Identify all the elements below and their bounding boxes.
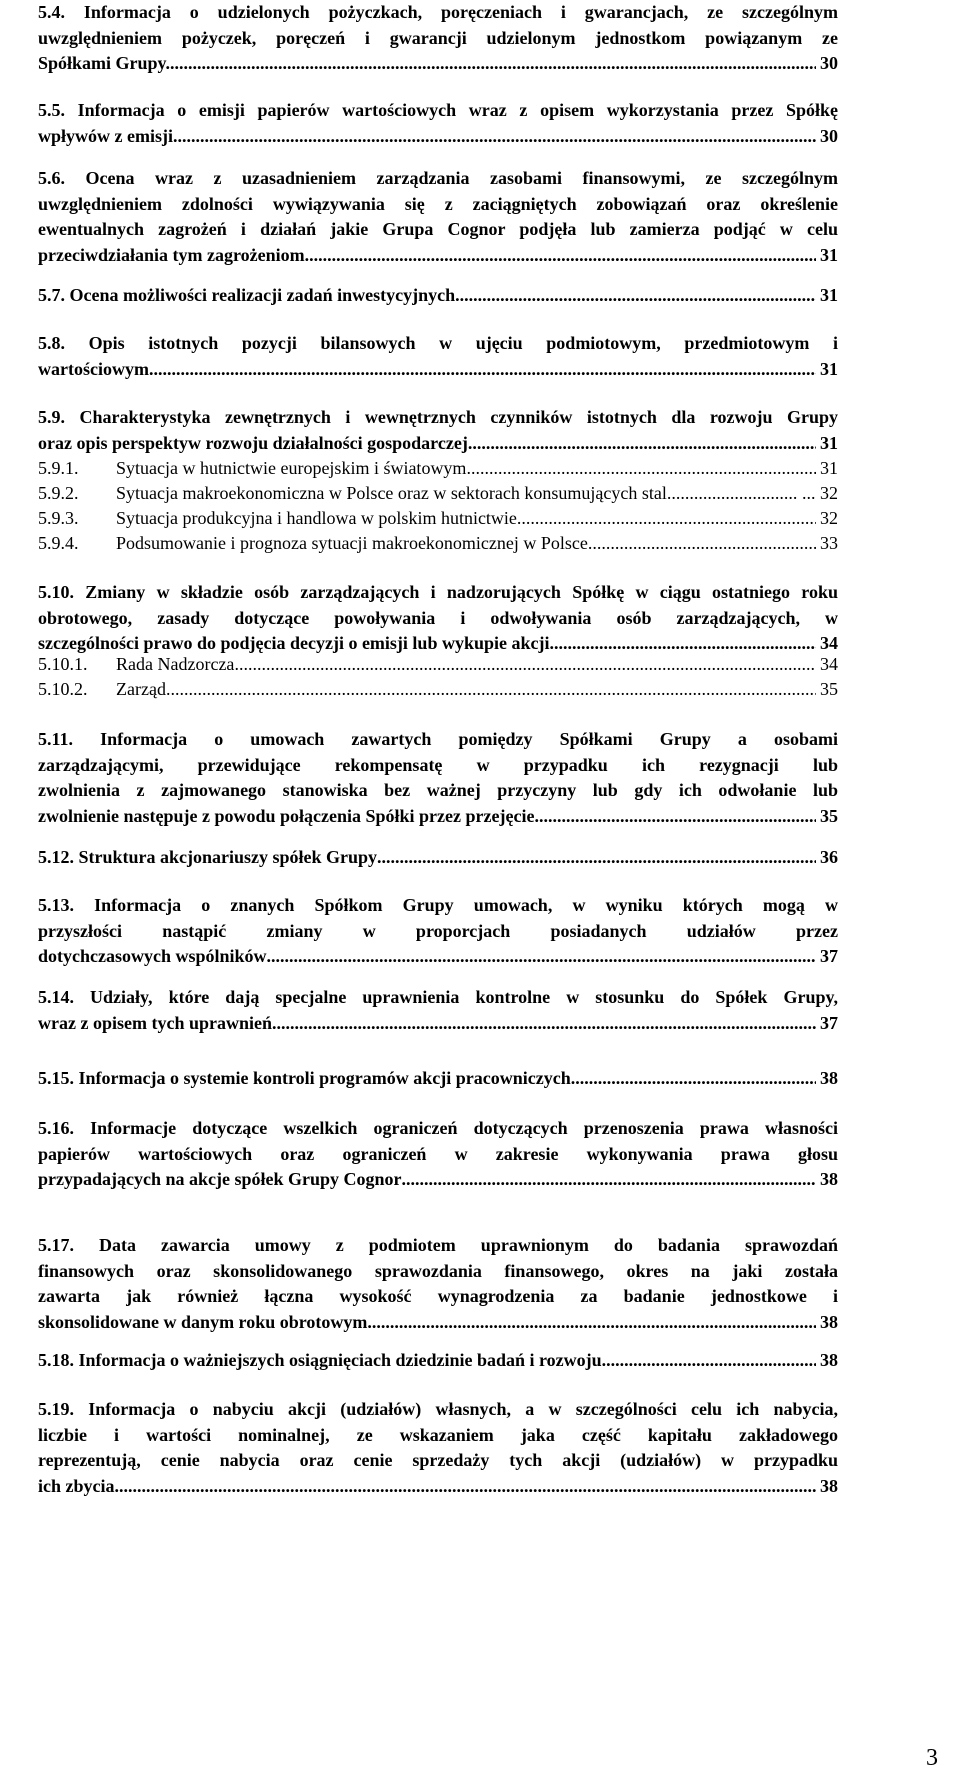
- toc-subentry-number: 5.9.2.: [38, 483, 79, 503]
- toc-entry-line: Spółkami Grupy.: [38, 53, 171, 73]
- toc-entry-line: 5.17. Data zawarcia umowy z podmiotem uprawnionym do badania sprawozdań: [38, 1235, 838, 1255]
- toc-page-number: 38: [820, 1169, 838, 1189]
- dot-leader: [173, 124, 816, 150]
- toc-entry[interactable]: [38, 845, 838, 871]
- toc-entry[interactable]: [38, 580, 838, 657]
- toc-page-number: 34: [820, 633, 838, 653]
- dot-leader: [466, 456, 816, 482]
- toc-entry-line: 5.9. Charakterystyka zewnętrznych i wewnętrznych czynników istotnych dla rozwoju Grupy: [38, 407, 838, 427]
- toc-subentry-title: Rada Nadzorcza: [116, 654, 235, 674]
- toc-page-number: 36: [820, 847, 838, 867]
- toc-entry-line: ich zbycia.: [38, 1475, 119, 1496]
- toc-entry-line: 5.7. Ocena możliwości realizacji zadań inwestycyjnych: [38, 285, 456, 305]
- toc-entry[interactable]: [38, 985, 838, 1036]
- toc-entry-line: 5.13. Informacja o znanych Spółkom Grupy umowach, w wyniku których mogą w: [38, 895, 838, 915]
- toc-entry-line: ewentualnych zagrożeń i działań jakie Grupa Cognor podjęła lub zamierza podjąć w celu: [38, 219, 838, 239]
- toc-entry-line: obrotowego, zasady dotyczące powoływania i odwoływania osób zarządzających, w: [38, 607, 838, 628]
- page-number: 3: [926, 1745, 938, 1771]
- toc-entry[interactable]: [38, 405, 838, 456]
- toc-entry[interactable]: [38, 283, 838, 309]
- toc-entry-line: finansowych oraz skonsolidowanego sprawozdania finansowego, okres na jaki została: [38, 1260, 838, 1281]
- dot-leader: [119, 1474, 816, 1500]
- toc-entry-line: 5.19. Informacja o nabyciu akcji (udziałów) własnych, a w szczególności celu ich nabycia,: [38, 1399, 838, 1419]
- toc-entry-line: 5.5. Informacja o emisji papierów wartościowych wraz z opisem wykorzystania przez Spółkę: [38, 100, 838, 120]
- toc-entry[interactable]: [38, 1066, 838, 1092]
- dot-leader: [377, 845, 816, 871]
- dot-leader: [267, 944, 816, 970]
- toc-page-number: 30: [820, 53, 838, 73]
- toc-page-number: 35: [820, 679, 838, 699]
- dot-leader: [455, 283, 816, 309]
- toc-subentry[interactable]: [38, 456, 838, 482]
- dot-leader: [667, 481, 798, 507]
- toc-entry[interactable]: [38, 0, 838, 77]
- toc-entry-line: oraz opis perspektyw rozwoju działalności gospodarczej: [38, 432, 468, 453]
- toc-page-number: 38: [820, 1350, 838, 1370]
- toc-entry[interactable]: [38, 1348, 838, 1374]
- toc-subentry-number: 5.10.2.: [38, 679, 88, 699]
- toc-entry-line: zawarta jak również łączna wysokość wynagrodzenia za badanie jednostkowe i: [38, 1286, 838, 1306]
- toc-entry-line: zarządzającymi, przewidujące rekompensatę w przypadku ich rezygnacji lub: [38, 754, 838, 775]
- toc-entry-line: 5.11. Informacja o umowach zawartych pomiędzy Spółkami Grupy a osobami: [38, 729, 838, 749]
- toc-entry-line: liczbie i wartości nominalnej, ze wskazaniem jaka część kapitału zakładowego: [38, 1424, 838, 1445]
- dot-leader: [166, 677, 816, 703]
- toc-entry-line: skonsolidowane w danym roku obrotowym.: [38, 1311, 372, 1332]
- toc-subentry[interactable]: [38, 531, 838, 557]
- dot-leader: [305, 243, 816, 269]
- toc-entry-line: 5.18. Informacja o ważniejszych osiągnięciach dziedzinie badań i rozwoju.: [38, 1350, 607, 1370]
- toc-entry-line: 5.16. Informacje dotyczące wszelkich ograniczeń dotyczących przenoszenia prawa własności: [38, 1118, 838, 1138]
- toc-entry-line: 5.12. Struktura akcjonariuszy spółek Grupy: [38, 847, 378, 867]
- toc-subentry-title: Sytuacja makroekonomiczna w Polsce oraz w sektorach konsumujących stal: [116, 483, 667, 503]
- toc-subentry[interactable]: [38, 506, 838, 532]
- toc-entry-line: 5.6. Ocena wraz z uzasadnieniem zarządzania zasobami finansowymi, ze szczególnym: [38, 168, 838, 188]
- dot-leader: [234, 652, 816, 678]
- toc-entry-line: przypadających na akcje spółek Grupy Cognor: [38, 1169, 402, 1189]
- toc-entry[interactable]: [38, 98, 838, 149]
- toc-entry[interactable]: [38, 893, 838, 970]
- toc-page-number: 31: [820, 432, 838, 453]
- toc-page-number: 31: [820, 358, 838, 379]
- dot-leader: [571, 1066, 816, 1092]
- toc-entry-line: szczególności prawo do podjęcia decyzji o emisji lub wykupie akcji: [38, 633, 550, 653]
- toc-page-number: 33: [820, 533, 838, 553]
- toc-entry-line: wraz z opisem tych uprawnień: [38, 1012, 272, 1033]
- toc-entry-line: wartościowym: [38, 358, 149, 379]
- toc-subentry-number: 5.9.1.: [38, 458, 79, 478]
- toc-page-number: 31: [820, 285, 838, 305]
- toc-page-number: 34: [820, 654, 838, 674]
- toc-page-number: ... 32: [802, 483, 838, 503]
- toc-subentry[interactable]: [38, 481, 838, 507]
- toc-entry[interactable]: [38, 331, 838, 382]
- toc-page-number: 35: [820, 805, 838, 826]
- toc-page-number: 38: [820, 1311, 838, 1332]
- toc-entry-line: wpływów z emisji: [38, 125, 173, 146]
- toc-subentry[interactable]: [38, 677, 838, 703]
- toc-entry-line: dotychczasowych wspólników: [38, 946, 267, 966]
- toc-subentry-title: Sytuacja w hutnictwie europejskim i światowym: [116, 458, 467, 478]
- toc-page-number: 32: [820, 508, 838, 528]
- toc-page-number: 37: [820, 946, 838, 966]
- dot-leader: [517, 506, 816, 532]
- toc-page-number: 38: [820, 1068, 838, 1088]
- toc-entry-line: 5.10. Zmiany w składzie osób zarządzających i nadzorujących Spółkę w ciągu ostatniego roku: [38, 582, 838, 602]
- toc-entry-line: zwolnienie następuje z powodu połączenia Spółki przez przejęcie: [38, 805, 535, 826]
- dot-leader: [272, 1011, 816, 1037]
- toc-entry-line: 5.14. Udziały, które dają specjalne uprawnienia kontrolne w stosunku do Spółek Grupy,: [38, 987, 838, 1007]
- toc-entry-line: uwzględnieniem zdolności wywiązywania się z zaciągniętych zobowiązań oraz określenie: [38, 193, 838, 214]
- toc-entry-line: 5.8. Opis istotnych pozycji bilansowych w ujęciu podmiotowym, przedmiotowym i: [38, 333, 838, 353]
- dot-leader: [372, 1310, 816, 1336]
- toc-entry[interactable]: [38, 1233, 838, 1335]
- toc-page-number: 30: [820, 125, 838, 146]
- toc-subentry-number: 5.9.4.: [38, 533, 79, 553]
- toc-entry[interactable]: [38, 1397, 838, 1499]
- toc-subentry-number: 5.10.1.: [38, 654, 88, 674]
- dot-leader: [606, 1348, 816, 1374]
- toc-page-number: 31: [820, 244, 838, 265]
- toc-subentry[interactable]: [38, 652, 838, 678]
- dot-leader: [170, 51, 816, 77]
- toc-entry-line: przyszłości nastąpić zmiany w proporcjach posiadanych udziałów przez: [38, 920, 838, 941]
- toc-subentry-number: 5.9.3.: [38, 508, 79, 528]
- dot-leader: [592, 531, 816, 557]
- toc-entry-line: reprezentują, cenie nabycia oraz cenie sprzedaży tych akcji (udziałów) w przypadku: [38, 1450, 838, 1470]
- dot-leader: [468, 431, 816, 457]
- toc-entry-line: papierów wartościowych oraz ograniczeń w zakresie wykonywania prawa głosu: [38, 1143, 838, 1164]
- toc-entry-line: 5.4. Informacja o udzielonych pożyczkach, poręczeniach i gwarancjach, ze szczególnym: [38, 2, 838, 22]
- dot-leader: [534, 804, 816, 830]
- toc-entry-line: przeciwdziałania tym zagrożeniom: [38, 244, 305, 265]
- toc-entry[interactable]: [38, 1116, 838, 1193]
- toc-subentry-title: Sytuacja produkcyjna i handlowa w polskim hutnictwie: [116, 508, 517, 528]
- toc-subentry-title: Podsumowanie i prognoza sytuacji makroekonomicznej w Polsce.: [116, 533, 593, 553]
- toc-entry-line: zwolnienia z zajmowanego stanowiska bez ważnej przyczyny lub gdy ich odwołanie lub: [38, 780, 838, 800]
- toc-page-number: 31: [820, 458, 838, 478]
- dot-leader: [402, 1167, 816, 1193]
- toc-subentry-title: Zarząd: [116, 679, 166, 699]
- toc-page-number: 37: [820, 1012, 838, 1033]
- toc-entry-line: uwzględnieniem pożyczek, poręczeń i gwarancji udzielonym jednostkom powiązanym ze: [38, 27, 838, 48]
- dot-leader: [149, 357, 816, 383]
- toc-page-number: 38: [820, 1475, 838, 1496]
- toc-entry[interactable]: [38, 166, 838, 268]
- toc-entry[interactable]: [38, 727, 838, 829]
- toc-entry-line: 5.15. Informacja o systemie kontroli programów akcji pracowniczych: [38, 1068, 571, 1088]
